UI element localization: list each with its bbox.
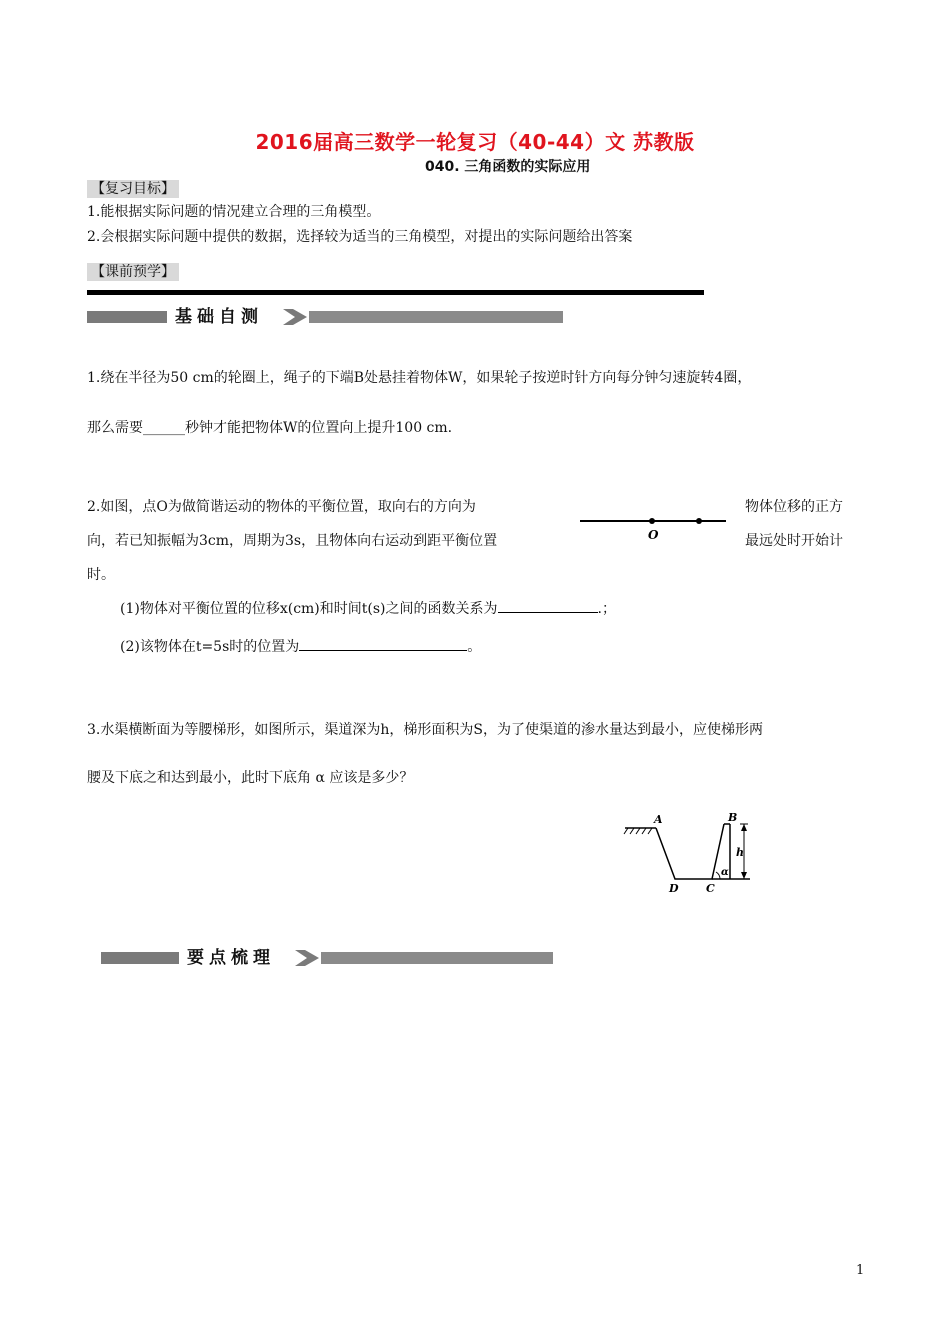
banner-arrow-icon — [295, 948, 553, 968]
q1-text-a: 那么需要 — [87, 420, 143, 436]
page-number: 1 — [856, 1263, 865, 1278]
equilibrium-point — [649, 518, 655, 524]
section-label: 要点梳理 — [187, 948, 275, 968]
label-d: D — [669, 882, 679, 895]
q2-part1-end: .； — [597, 601, 616, 617]
label-h: h — [736, 846, 744, 859]
channel-outline — [656, 824, 724, 879]
section-banner-basic-test — [87, 307, 563, 327]
q2-line1-left: 2.如图，点O为做简谐运动的物体的平衡位置，取向右的方向为 — [87, 499, 476, 515]
banner-arrow-icon — [283, 307, 563, 327]
label-b: B — [728, 811, 738, 824]
q2-part2-blank[interactable] — [299, 636, 467, 651]
lesson-subtitle: 040. 三角函数的实际应用 — [425, 159, 591, 175]
hatch-marks — [624, 828, 652, 834]
banner-left-bar — [87, 311, 167, 323]
height-arrow-down-icon — [741, 872, 747, 879]
preview-label: 【课前预学】 — [87, 263, 179, 281]
label-a: A — [654, 813, 663, 826]
q2-part1 — [120, 598, 616, 619]
q2-part2 — [120, 636, 481, 657]
q3-line1: 3.水渠横断面为等腰梯形，如图所示，渠道深为h，梯形面积为S，为了使渠道的渗水量达到最小，应使梯形两 — [87, 722, 763, 738]
label-alpha: α — [721, 867, 729, 878]
q2-line3: 时。 — [87, 567, 115, 583]
angle-arc — [716, 872, 720, 879]
oscillation-figure — [578, 508, 728, 548]
label-c: C — [706, 882, 715, 895]
document-title: 2016届高三数学一轮复习（40-44）文 苏教版 — [255, 130, 695, 154]
trapezoid-channel-figure — [620, 808, 760, 898]
banner-left-bar — [101, 952, 179, 964]
q3-line2: 腰及下底之和达到最小，此时下底角 α 应该是多少？ — [87, 770, 414, 786]
q2-part1-blank[interactable] — [498, 598, 598, 613]
q1-text-b: 秒钟才能把物体W的位置向上提升100 cm. — [185, 420, 453, 436]
q2-line2-right: 最远处时开始计 — [745, 533, 843, 549]
preview-tag — [87, 261, 179, 281]
goal-item-1: 1.能根据实际问题的情况建立合理的三角模型。 — [87, 204, 381, 220]
q2-part2-text: (2)该物体在t=5s时的位置为 — [120, 639, 300, 655]
height-arrow-up-icon — [741, 824, 747, 831]
review-goals-tag — [87, 178, 179, 198]
q2-line1-right: 物体位移的正方 — [745, 499, 843, 515]
point-o-label: O — [648, 528, 659, 542]
q1-answer-blank[interactable]: ______ — [143, 420, 185, 436]
object-point — [696, 518, 702, 524]
q1-line1: 1.绕在半径为50 cm的轮圈上，绳子的下端B处悬挂着物体W，如果轮子按逆时针方向每分钟匀速旋转4圈， — [87, 370, 752, 386]
q1-line2 — [87, 418, 452, 438]
q2-line2-left: 向，若已知振幅为3cm，周期为3s，且物体向右运动到距平衡位置 — [87, 533, 498, 549]
divider-rule — [87, 290, 704, 295]
q2-part2-end: 。 — [467, 639, 482, 655]
review-goals-label: 【复习目标】 — [87, 180, 179, 198]
section-banner-key-points — [101, 948, 553, 968]
section-label: 基础自测 — [175, 307, 263, 327]
q2-part1-text: (1)物体对平衡位置的位移x(cm)和时间t(s)之间的函数关系为 — [120, 601, 498, 617]
goal-item-2: 2.会根据实际问题中提供的数据，选择较为适当的三角模型，对提出的实际问题给出答案 — [87, 229, 633, 245]
